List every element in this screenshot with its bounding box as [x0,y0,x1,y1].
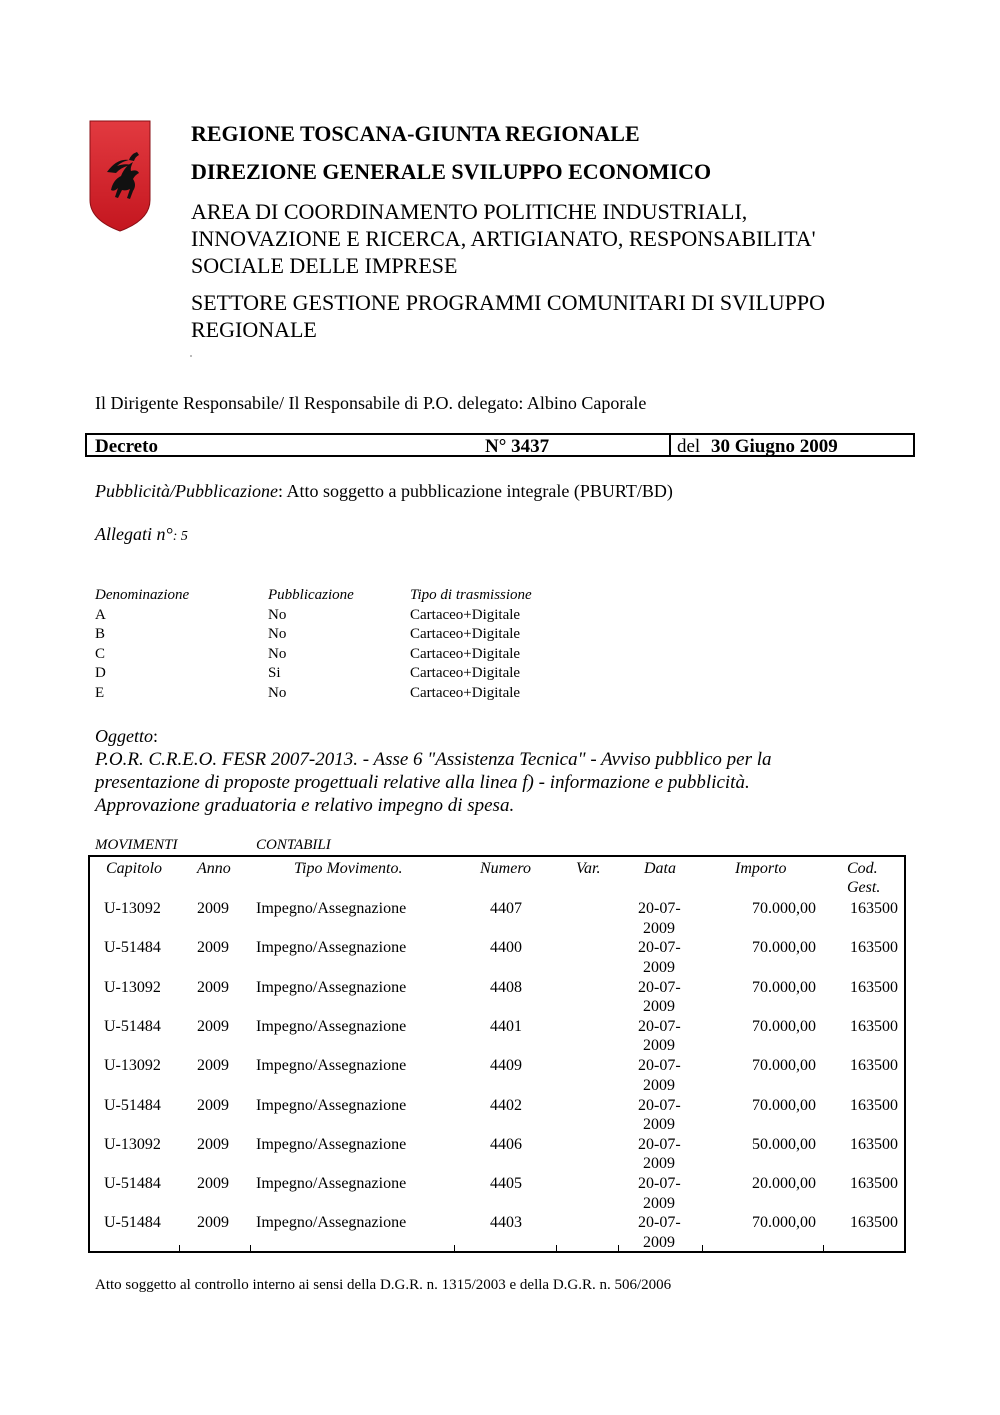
table-cell: U-13092 [104,1135,161,1153]
settore-line: REGIONALE [191,317,317,342]
table-cell: 2009 [643,958,675,976]
cell: C [95,645,106,662]
cell: No [268,606,287,623]
allegati-count: : 5 [172,529,188,544]
movimenti-table [88,855,906,1253]
table-row [95,606,595,626]
table-cell: 20-07- [638,1135,681,1153]
table-cell: 2009 [643,998,675,1016]
table-cell: 2009 [643,1076,675,1094]
table-cell: 20-07- [638,1175,681,1193]
area-line: INNOVAZIONE E RICERCA, ARTIGIANATO, RESPONSABILITA' [191,226,816,251]
cell: Cartaceo+Digitale [410,606,521,623]
table-cell: 2009 [197,978,229,996]
table-cell: 2009 [197,1214,229,1232]
table-cell: 70.000,00 [752,1214,816,1232]
region-title: REGIONE TOSCANA-GIUNTA REGIONALE [191,121,640,146]
table-row [95,625,595,645]
table-cell: Impegno/Assegnazione [256,1096,407,1114]
table-cell: Impegno/Assegnazione [256,978,407,996]
cell: No [268,626,287,643]
table-cell: Impegno/Assegnazione [256,1175,407,1193]
oggetto-line: P.O.R. C.R.E.O. FESR 2007-2013. - Asse 6 "Assistenza Tecnica" - Avviso pubblico per la [95,749,772,770]
cell: D [95,665,106,682]
table-cell: 70.000,00 [752,1096,816,1114]
table-cell: U-51484 [104,1017,161,1035]
table-cell: Impegno/Assegnazione [256,1017,407,1035]
allegati-label: Allegati n° [95,524,173,544]
cell: Cartaceo+Digitale [410,626,521,643]
table-cell: 163500 [850,1135,898,1153]
pubblicazione-label: Pubblicità/Pubblicazione [95,481,278,501]
table-cell: 50.000,00 [752,1135,816,1153]
table-cell: 163500 [850,1214,898,1232]
table-cell: 4408 [490,978,522,996]
allegati-table [95,586,595,704]
table-row [95,684,595,704]
cell: Cartaceo+Digitale [410,684,521,701]
table-cell: U-51484 [104,1214,161,1232]
table-cell: 20-07- [638,1057,681,1075]
divider-dot [190,355,192,357]
oggetto-line: Approvazione graduatoria e relativo impegno di spesa. [95,795,515,816]
table-cell: 70.000,00 [752,978,816,996]
table-cell: 2009 [197,1096,229,1114]
decreto-number: N° 3437 [485,436,550,457]
cell: No [268,684,287,701]
table-cell: 163500 [850,1017,898,1035]
cell: Cartaceo+Digitale [410,665,521,682]
col-anno: Anno [197,860,231,877]
oggetto-label [95,725,158,748]
col-numero: Numero [480,860,531,877]
table-cell: 4401 [490,1017,522,1035]
area-line: AREA DI COORDINAMENTO POLITICHE INDUSTRIALI, [191,199,748,224]
table-cell: 2009 [643,1037,675,1055]
table-cell: 20-07- [638,1017,681,1035]
table-cell: 4405 [490,1175,522,1193]
movimenti-label: MOVIMENTI [95,837,178,853]
table-cell: 163500 [850,978,898,996]
table-cell: Impegno/Assegnazione [256,1214,407,1232]
column-tick [618,1245,619,1251]
table-cell: Impegno/Assegnazione [256,939,407,957]
table-cell: 163500 [850,1057,898,1075]
settore-line: SETTORE GESTIONE PROGRAMMI COMUNITARI DI SVILUPPO [191,290,826,315]
table-cell: 20-07- [638,1214,681,1232]
table-cell: 2009 [643,1233,675,1251]
table-cell: 20-07- [638,939,681,957]
decreto-box [85,433,915,457]
table-cell: Impegno/Assegnazione [256,1135,407,1153]
table-cell: U-13092 [104,900,161,917]
cell: No [268,645,287,662]
oggetto-colon: : [153,726,159,746]
table-row [95,645,595,665]
table-cell: U-51484 [104,1096,161,1114]
table-cell: U-51484 [104,1175,161,1193]
col-gest: Gest. [847,879,881,896]
area-line: SOCIALE DELLE IMPRESE [191,253,458,278]
table-cell: 2009 [197,1057,229,1075]
table-cell: U-13092 [104,1057,161,1075]
cell: Si [268,665,281,682]
dirigente-line: Il Dirigente Responsabile/ Il Responsabile di P.O. delegato: Albino Caporale [95,393,647,413]
decreto-date: 30 Giugno 2009 [711,436,838,457]
direction-title: DIREZIONE GENERALE SVILUPPO ECONOMICO [191,159,712,184]
pubblicazione-value: : Atto soggetto a pubblicazione integrale (PBURT/BD) [277,481,673,501]
pegasus-emblem-icon [89,120,151,232]
oggetto-text [95,748,915,817]
table-cell: 2009 [197,1175,229,1193]
table-cell: U-13092 [104,978,161,996]
table-cell: 4409 [490,1057,522,1075]
col-capitolo: Capitolo [106,860,163,877]
table-cell: 2009 [643,1155,675,1173]
allegati-line [95,524,188,545]
table-cell: 20.000,00 [752,1175,816,1193]
table-cell: 163500 [850,900,898,917]
table-cell: 20-07- [638,900,681,917]
column-tick [556,1245,557,1251]
table-cell: 163500 [850,1175,898,1193]
table-cell: 2009 [197,1017,229,1035]
col-data: Data [644,860,676,877]
col-denominazione: Denominazione [95,587,190,603]
table-cell: Impegno/Assegnazione [256,900,407,917]
decreto-label: Decreto [95,436,158,457]
column-tick [250,1245,251,1251]
column-tick [454,1245,455,1251]
cell: A [95,606,106,623]
area-title [191,198,816,279]
table-cell: 4403 [490,1214,522,1232]
table-cell: 4402 [490,1096,522,1114]
table-cell: 20-07- [638,978,681,996]
table-cell: 2009 [643,1194,675,1212]
col-tipo-trasmissione: Tipo di trasmissione [410,587,532,603]
table-cell: 20-07- [638,1096,681,1114]
table-cell: 2009 [643,919,675,937]
table-cell: 163500 [850,939,898,957]
table-cell: 2009 [197,900,229,917]
table-cell: 70.000,00 [752,900,816,917]
allegati-header [95,586,595,606]
oggetto-line: presentazione di proposte progettuali relative alla linea f) - informazione e pubblicità. [95,772,750,793]
col-tipo-movimento: Tipo Movimento. [294,860,403,877]
table-cell: Impegno/Assegnazione [256,1057,407,1075]
table-cell: 2009 [197,939,229,957]
cell: E [95,684,105,701]
table-cell: 2009 [197,1135,229,1153]
settore-title [191,289,825,343]
table-row [95,664,595,684]
col-var: Var. [576,860,601,877]
column-tick [702,1245,703,1251]
column-tick [179,1245,180,1251]
column-tick [823,1245,824,1251]
contabili-label: CONTABILI [256,837,331,853]
col-pubblicazione: Pubblicazione [268,587,354,603]
table-cell: 70.000,00 [752,1057,816,1075]
pubblicazione-line [95,481,673,502]
decreto-separator [669,435,671,455]
decreto-del: del [677,436,701,457]
table-cell: 4407 [490,900,522,917]
cell: B [95,626,106,643]
oggetto-label-text: Oggetto [95,726,153,746]
table-cell: 4400 [490,939,522,957]
table-cell: U-51484 [104,939,161,957]
col-importo: Importo [735,860,787,877]
footer-note: Atto soggetto al controllo interno ai sensi della D.G.R. n. 1315/2003 e della D.G.R. n. 506/2006 [95,1277,672,1293]
table-cell: 163500 [850,1096,898,1114]
table-cell: 70.000,00 [752,1017,816,1035]
table-cell: 4406 [490,1135,522,1153]
table-cell: 2009 [643,1116,675,1133]
table-cell: 70.000,00 [752,939,816,957]
col-cod: Cod. [847,860,878,877]
cell: Cartaceo+Digitale [410,645,521,662]
